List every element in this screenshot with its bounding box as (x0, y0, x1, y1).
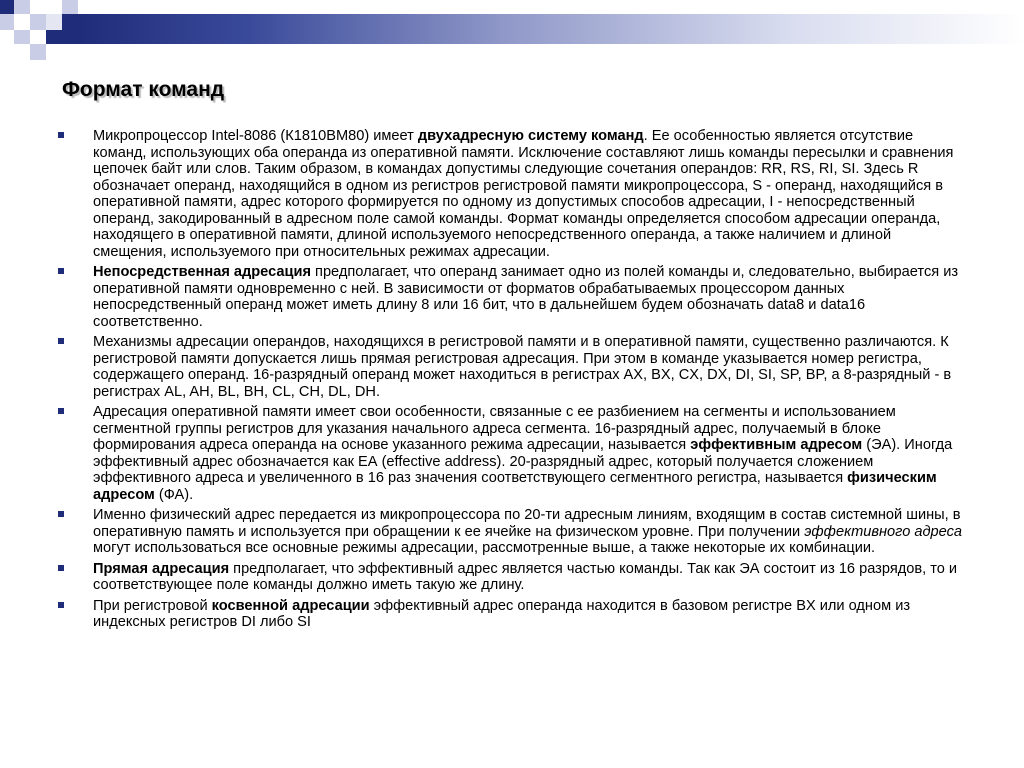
text-segment: . Ее особенностью является отсутствие команд, использующих оба операнда из оперативной памяти. Исключение составляют лишь команды пересылки и сравнения цепочек байт или слов. Таким образом, в командах допустимы следующие сочетания операндов: RR, RS, RI, SI. Здесь R обозначает операнд, находящийся в одном из регистров регистровой памяти микропроцессора, S - операнд, находящийся в оперативной памяти, адрес которого формируется по одному из допустимых способов адресации, I - непосредственный операнд, закодированный в адресном поле самой команды. Формат команды определяется способом адресации операнда, находящего в оперативной памяти, длиной используемого непосредственного операнда, а также наличием и длиной смещения, используемого при относительных режимах адресации. (93, 128, 954, 260)
deco-square (62, 14, 78, 44)
bold-term: двухадресную систему команд (417, 128, 644, 144)
text-segment: эффективный адрес операнда находится в базовом регистре BX или одном из индексных регистров DI либо SI (93, 597, 911, 630)
slide-title: Формат команд (62, 78, 225, 101)
text-segment: Адресация оперативной памяти имеет свои особенности, связанные с ее разбиением на сегменты и использованием сегментной группы регистров для указания начального адреса сегмента. 16-разрядный адрес, получаемый в блоке формирования адреса операнда на основе указанного режима адресации, называется (93, 404, 896, 453)
deco-square (30, 44, 46, 60)
square-bullet-icon (58, 408, 64, 414)
bullet-list (56, 128, 968, 635)
deco-square (0, 0, 14, 14)
bold-term: косвенной адресации (211, 597, 370, 614)
list-item (56, 507, 968, 557)
bold-term: Прямая адресация (93, 560, 230, 577)
deco-square (14, 30, 30, 44)
list-item (56, 598, 968, 631)
text-segment: предполагает, что эффективный адрес является частью команды. Так как ЭА состоит из 16 разрядов, то и соответствующее поле команды должно иметь такую же длину. (93, 560, 958, 593)
text-segment: Механизмы адресации операндов, находящихся в регистровой памяти и в оперативной памяти, существенно различаются. К регистровой памяти допускается лишь прямая регистровая адресация. При этом в команде указывается номер регистра, содержащего операнд. 16-разрядный операнд может находиться в регистрах AX, BX, CX, DX, DI, SI, SP, BP, а 8-разрядный - в регистрах AL, AH, BL, BH, CL, CH, DL, DH. (93, 334, 952, 400)
text-segment: Микропроцессор Intel-8086 (К1810ВМ80) имеет (93, 128, 418, 144)
text-segment: Именно физический адрес передается из микропроцессора по 20-ти адресным линиям, входящим в состав системной шины, в оперативную память и используется при обращении к ее ячейке на физическом уровне. При получении (93, 507, 961, 540)
text-segment: При регистровой (93, 597, 212, 614)
square-bullet-icon (58, 132, 64, 138)
list-item (56, 128, 968, 260)
text-segment: (ФА). (154, 486, 194, 503)
header-decoration (0, 0, 1024, 70)
square-bullet-icon (58, 268, 64, 274)
bold-term: физическим адресом (93, 470, 937, 503)
deco-square (62, 0, 78, 14)
italic-term: эффективного адреса (804, 523, 963, 540)
square-bullet-icon (58, 602, 64, 608)
square-bullet-icon (58, 511, 64, 517)
text-segment: предполагает, что операнд занимает одно из полей команды и, следовательно, выбирается из оперативной памяти одновременно с ней. В зависимости от форматов обрабатываемых процессором данных непосредственный операнд может иметь длину 8 или 16 бит, что в дальнейшем будем обозначать data8 и data16 соответственно. (93, 264, 959, 330)
square-bullet-icon (58, 565, 64, 571)
text-segment: могут использоваться все основные режимы адресации, рассмотренные выше, а также некоторые их комбинации. (93, 540, 876, 556)
header-gradient-bar (78, 14, 1024, 44)
deco-square (30, 14, 46, 30)
square-bullet-icon (58, 338, 64, 344)
deco-square (14, 0, 30, 14)
text-segment: (ЭА). Иногда эффективный адрес обозначается как ЕА (effective address). 20-разрядный адрес, который получается сложением эффективного адреса и увеличенного в 16 раз значения соответствующего сегментного регистра, называется (93, 437, 953, 486)
bold-term: эффективным адресом (690, 437, 863, 453)
list-item (56, 561, 968, 594)
deco-square (46, 30, 62, 44)
bold-term: Непосредственная адресация (93, 264, 311, 280)
list-item (56, 264, 968, 330)
deco-square (46, 14, 62, 30)
list-item (56, 334, 968, 400)
list-item (56, 404, 968, 503)
deco-square (0, 14, 14, 30)
